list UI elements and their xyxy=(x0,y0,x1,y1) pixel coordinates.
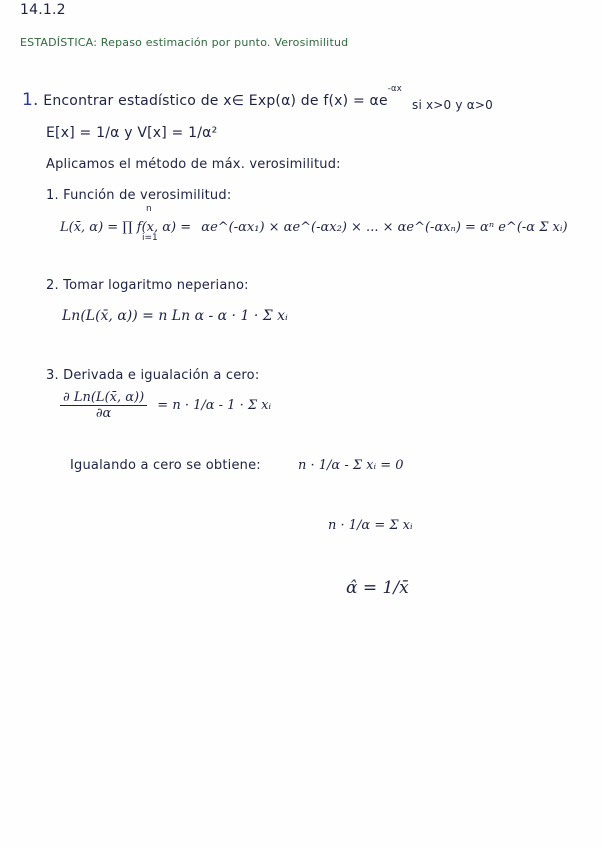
conditions: si x>0 y α>0 xyxy=(412,98,493,112)
equal-zero-label: Igualando a cero se obtiene: xyxy=(70,458,261,473)
moments: E[x] = 1/α y V[x] = 1/α² xyxy=(46,125,218,141)
statement-text: Encontrar estadístico de x∈ Exp(α) de f(x) = αe xyxy=(43,93,388,109)
step-1-title: 1. Función de verosimilitud: xyxy=(46,188,232,203)
derivative-numerator: ∂ Ln(L(x̄, α)) xyxy=(60,390,147,406)
rearranged-equation: n · 1/α = Σ xᵢ xyxy=(328,518,413,533)
statement-exponent: -αx xyxy=(387,83,402,94)
log-likelihood-equation: Ln(L(x̄, α)) = n Ln α - α · 1 · Σ xᵢ xyxy=(62,308,288,324)
derivative-fraction xyxy=(60,390,147,421)
equal-zero-equation: n · 1/α - Σ xᵢ = 0 xyxy=(298,458,404,473)
derivative-rhs: = n · 1/α - 1 · Σ xᵢ xyxy=(157,398,272,413)
derivative-denominator: ∂α xyxy=(95,406,112,421)
problem-number: 1. xyxy=(22,90,39,110)
step-3-title: 3. Derivada e igualación a cero: xyxy=(46,368,260,383)
page-id: 14.1.2 xyxy=(20,2,66,18)
estimator-result: α̂ = 1/x̄ xyxy=(346,578,409,598)
likelihood-rhs: αe^(-αx₁) × αe^(-αx₂) × ... × αe^(-αxₙ) = αⁿ e^(-α Σ xᵢ) xyxy=(201,220,568,235)
topic-heading: ESTADÍSTICA: Repaso estimación por punto. Verosimilitud xyxy=(20,36,349,49)
product-bottom-limit: i=1 xyxy=(142,233,158,243)
step-2-title: 2. Tomar logaritmo neperiano: xyxy=(46,278,249,293)
product-top-limit: n xyxy=(146,204,152,214)
likelihood-equation xyxy=(60,206,568,246)
method-intro: Aplicamos el método de máx. verosimilitud: xyxy=(46,157,341,172)
likelihood-lhs: L(x̄, α) = ∏ f(x, α) = xyxy=(60,220,192,235)
derivative-equation xyxy=(60,390,271,421)
